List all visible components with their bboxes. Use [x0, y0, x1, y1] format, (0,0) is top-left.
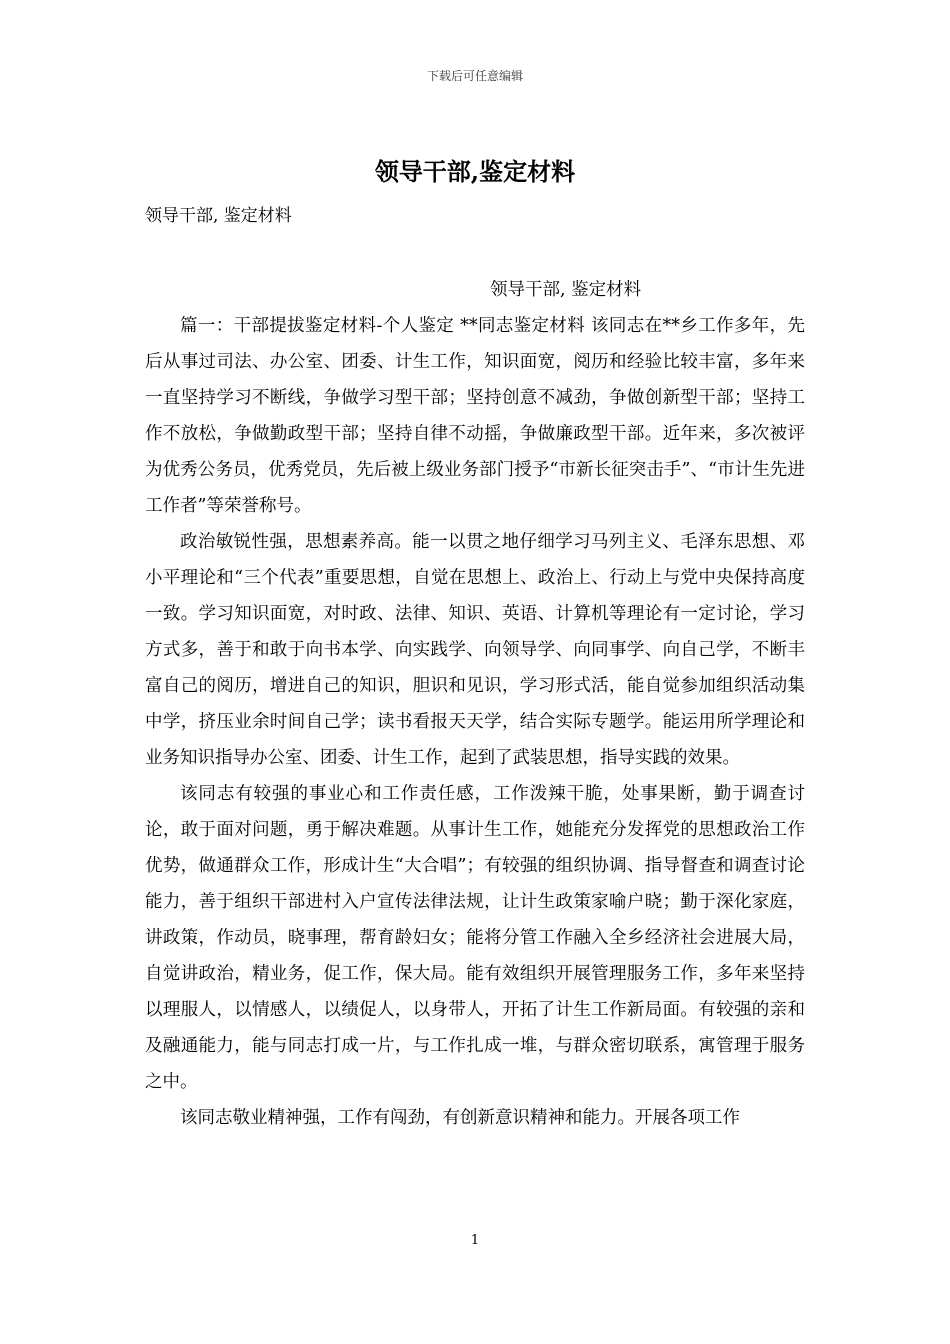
document-subtitle: 领导干部, 鉴定材料: [145, 206, 292, 226]
paragraph-4: 该同志敬业精神强，工作有闯劲，有创新意识精神和能力。开展各项工作: [180, 1108, 740, 1128]
paragraph-1: 篇一：干部提拔鉴定材料-个人鉴定 **同志鉴定材料 该同志在**乡工作多年，先后从事过司法、办公室、团委、计生工作，知识面宽，阅历和经验比较丰富，多年来一直坚持学习不断线，争做学习型干部；坚持创意不减劲，争做创新型干部；坚持工作不放松，争做勤政型干部；坚持自律不动摇，争做廉政型干部。近年来，多次被评为优秀公务员，优秀党员，先后被上级业务部门授予“市新长征突击手”、“市计生先进工作者”等荣誉称号。: [145, 316, 805, 516]
page-number: 1: [470, 1233, 480, 1248]
inner-title: 领导干部, 鉴定材料: [490, 280, 642, 300]
document-title: 领导干部,鉴定材料: [374, 157, 576, 186]
document-body: [145, 272, 805, 1136]
paragraph-3: 该同志有较强的事业心和工作责任感，工作泼辣干脆，处事果断，勤于调查讨论，敢于面对问题，勇于解决难题。从事计生工作，她能充分发挥党的思想政治工作优势，做通群众工作，形成计生“大合唱”；有较强的组织协调、指导督查和调查讨论能力，善于组织干部进村入户宣传法律法规，让计生政策家喻户晓；勤于深化家庭，讲政策，作动员，晓事理，帮育龄妇女；能将分管工作融入全乡经济社会进展大局，自觉讲政治，精业务，促工作，保大局。能有效组织开展管理服务工作，多年来坚持以理服人，以情感人，以绩促人，以身带人，开拓了计生工作新局面。有较强的亲和及融通能力，能与同志打成一片，与工作扎成一堆，与群众密切联系，寓管理于服务之中。: [145, 784, 805, 1092]
header-note: 下载后可任意编辑: [426, 69, 523, 83]
paragraph-2: 政治敏锐性强，思想素养高。能一以贯之地仔细学习马列主义、毛泽东思想、邓小平理论和“三个代表”重要思想，自觉在思想上、政治上、行动上与党中央保持高度一致。学习知识面宽，对时政、法律、知识、英语、计算机等理论有一定讨论，学习方式多，善于和敢于向书本学、向实践学、向领导学、向同事学、向自己学，不断丰富自己的阅历，增进自己的知识，胆识和见识，学习形式活，能自觉参加组织活动集中学，挤压业余时间自己学；读书看报天天学，结合实际专题学。能运用所学理论和业务知识指导办公室、团委、计生工作，起到了武装思想，指导实践的效果。: [145, 532, 805, 768]
